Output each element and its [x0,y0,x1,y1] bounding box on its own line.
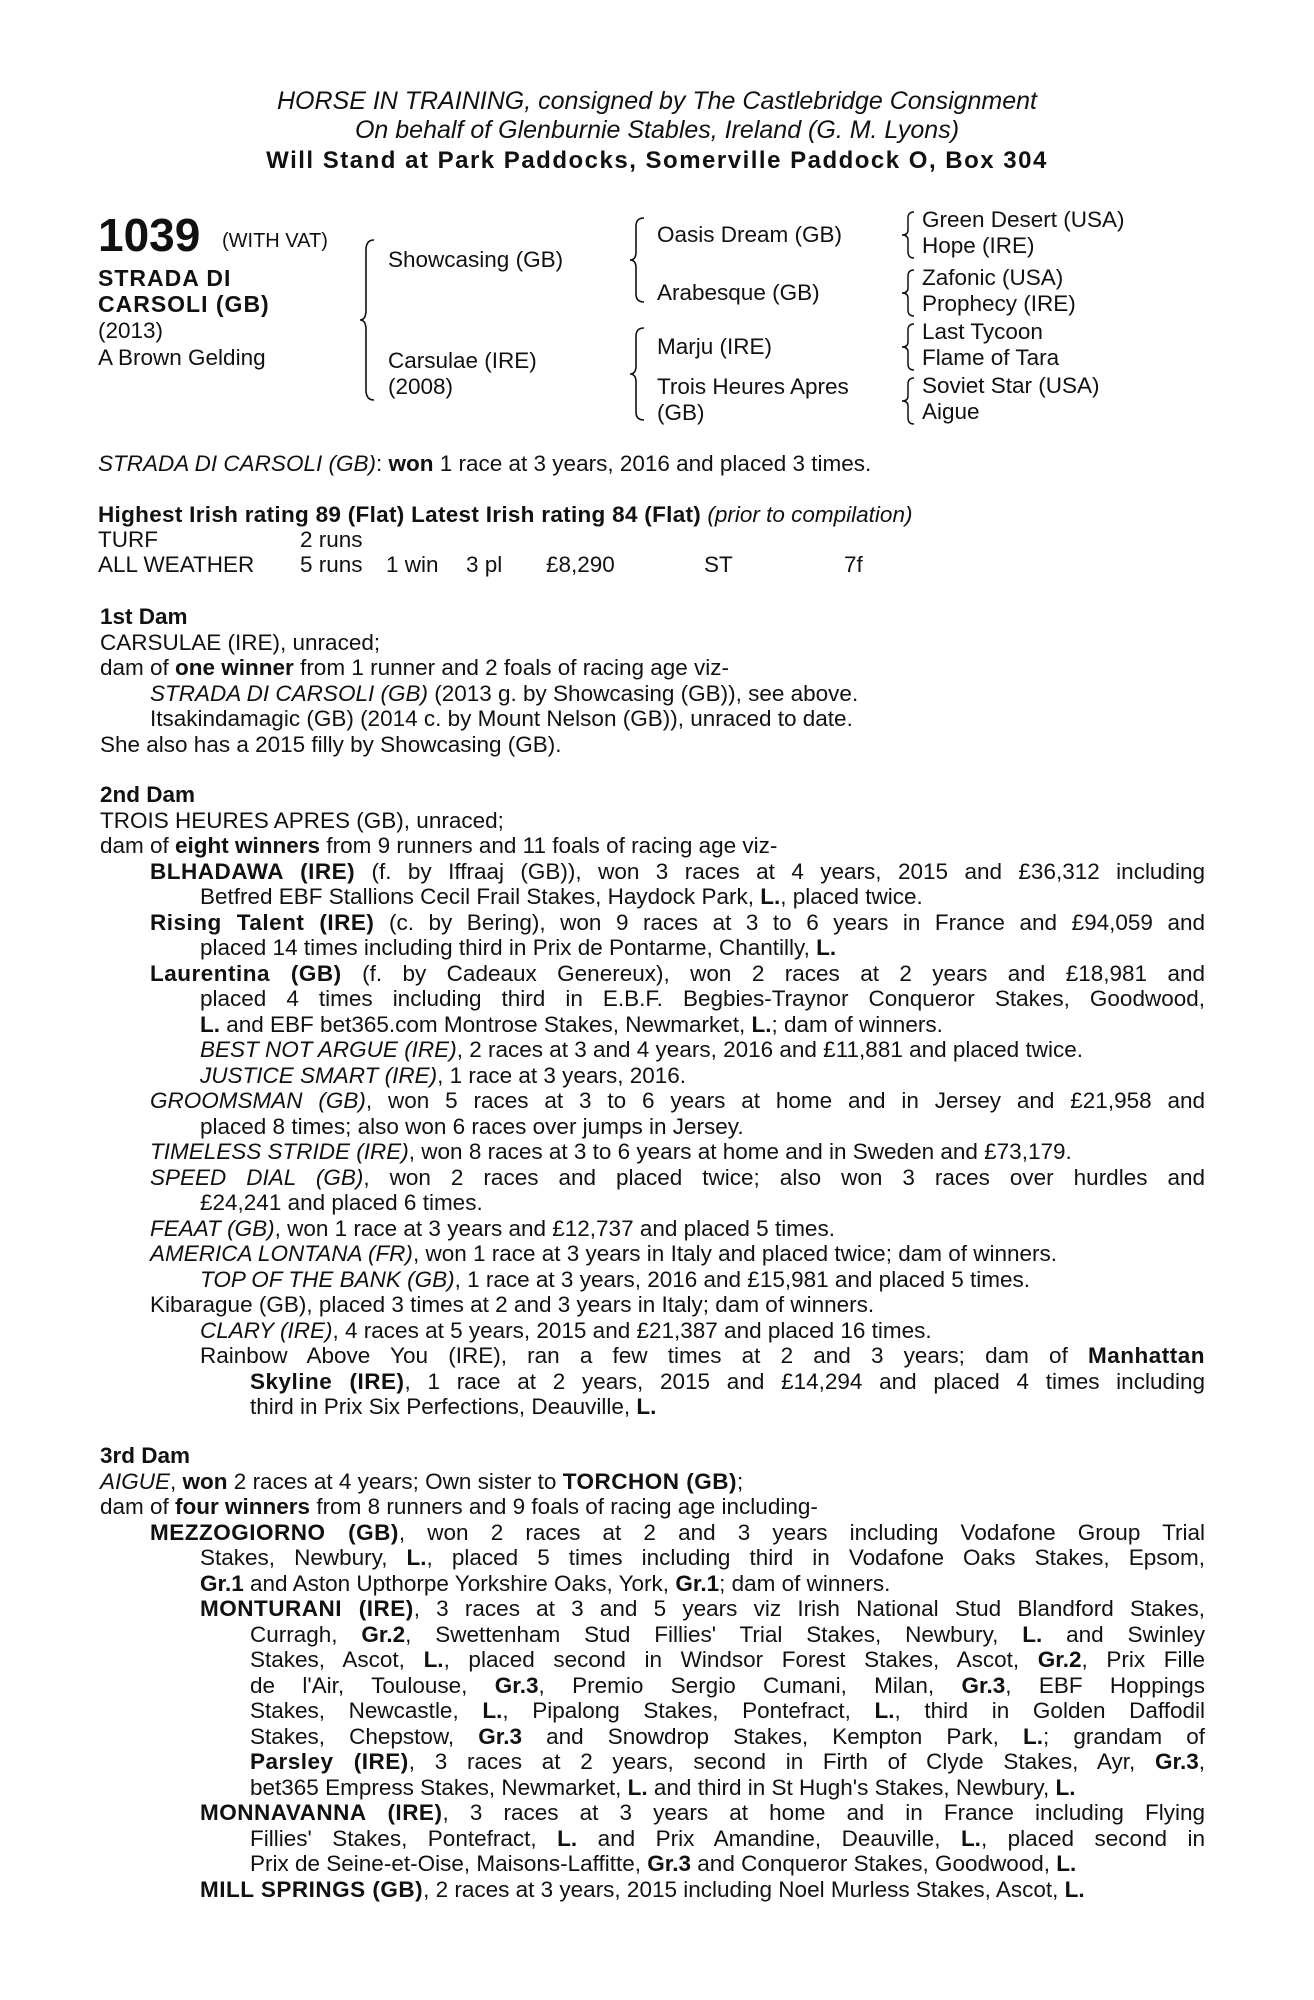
third-dam-heading: 3rd Dam [100,1443,191,1468]
kibarague-line: Kibarague (GB), placed 3 times at 2 and 3 years in Italy; dam of winners. [150,1292,875,1317]
pedigree-dam-dam-1: Trois Heures Apres [657,374,849,399]
aw-label: ALL WEATHER [98,552,255,577]
pedigree-dam-year: (2008) [388,374,454,399]
summary-line: STRADA DI CARSOLI (GB): won 1 race at 3 years, 2016 and placed 3 times. [98,451,872,476]
third-dam-line-1: AIGUE, won 2 races at 4 years; Own sister to TORCHON (GB); [100,1468,744,1494]
pedigree-sire-sire: Oasis Dream (GB) [657,222,843,247]
vat-note: (WITH VAT) [222,230,328,252]
first-dam-line-2: dam of one winner from 1 runner and 2 foals of racing age viz- [100,655,730,680]
pedigree-ddd: Aigue [922,399,980,424]
pedigree-brace-5 [902,268,918,318]
monturani-line-5: Stakes, Newcastle, L., Pipalong Stakes, Pontefract, L., third in Golden Daffodil [250,1698,1205,1723]
clary-line: CLARY (IRE), 4 races at 5 years, 2015 and £21,387 and placed 16 times. [200,1317,932,1343]
summary-rest: 1 race at 3 years, 2016 and placed 3 times. [433,451,872,476]
top-of-the-bank-line: TOP OF THE BANK (GB), 1 race at 3 years, 2016 and £15,981 and placed 5 times. [200,1266,1031,1292]
monturani-line-7: Parsley (IRE), 3 races at 2 years, second in Firth of Clyde Stakes, Ayr, Gr.3, [250,1749,1205,1774]
monnavanna-line-3: Prix de Seine-et-Oise, Maisons-Laffitte, Gr.3 and Conqueror Stakes, Goodwood, L. [250,1851,1077,1876]
monturani-line-8: bet365 Empress Stakes, Newmarket, L. and third in St Hugh's Stakes, Newbury, L. [250,1774,1076,1800]
summary-name: STRADA DI CARSOLI (GB) [98,451,376,476]
second-dam-heading: 2nd Dam [100,782,196,807]
turf-runs: 2 runs [300,527,363,552]
mezzogiorno-line-1: MEZZOGIORNO (GB), won 2 races at 2 and 3 years including Vodafone Group Trial [150,1519,1205,1545]
pedigree-sss: Green Desert (USA) [922,207,1125,232]
pedigree-brace-2 [630,218,650,302]
pedigree-dds: Soviet Star (USA) [922,373,1100,398]
second-dam-line-2: dam of eight winners from 9 runners and 11 foals of racing age viz- [100,833,778,858]
best-not-argue-line: BEST NOT ARGUE (IRE), 2 races at 3 and 4 years, 2016 and £11,881 and placed twice. [200,1037,1083,1062]
rising-talent-line-1: Rising Talent (IRE) (c. by Bering), won 9 races at 3 to 6 years in France and £94,059 and [150,909,1205,935]
rating-line [98,502,912,528]
pedigree-brace-7 [902,376,918,426]
pedigree-sire-dam: Arabesque (GB) [657,280,820,305]
monturani-line-4: de l'Air, Toulouse, Gr.3, Premio Sergio Cumani, Milan, Gr.3, EBF Hoppings [250,1672,1205,1698]
pedigree-brace-4 [902,210,918,260]
feaat-line: FEAAT (GB), won 1 race at 3 years and £12,737 and placed 5 times. [150,1215,835,1241]
pedigree-sds: Zafonic (USA) [922,265,1064,290]
header-line-1: HORSE IN TRAINING, consigned by The Castlebridge Consignment [276,87,1038,115]
rainbow-line-1: Rainbow Above You (IRE), ran a few times at 2 and 3 years; dam of Manhattan [200,1343,1205,1368]
pedigree-dam-dam-2: (GB) [657,400,705,425]
header-line-2: On behalf of Glenburnie Stables, Ireland (G. M. Lyons) [354,116,960,144]
pedigree-dsd: Flame of Tara [922,345,1060,370]
groomsman-line-2: placed 8 times; also won 6 races over jumps in Jersey. [200,1113,744,1139]
laurentina-line-2: placed 4 times including third in E.B.F. Begbies-Traynor Conqueror Stakes, Goodwood, [200,986,1205,1011]
first-dam-heading: 1st Dam [100,604,188,629]
america-lontana-line: AMERICA LONTANA (FR), won 1 race at 3 years in Italy and placed twice; dam of winners. [150,1241,1058,1266]
laurentina-line-1: Laurentina (GB) (f. by Cadeaux Genereux), won 2 races at 2 years and £18,981 and [150,960,1205,986]
aw-runs: 5 runs [300,552,363,577]
pedigree-ssd: Hope (IRE) [922,233,1035,258]
first-dam-line-1: CARSULAE (IRE), unraced; [100,629,381,655]
pedigree-sdd: Prophecy (IRE) [922,291,1076,316]
first-dam-section [100,604,1205,757]
laurentina-line-3: L. and EBF bet365.com Montrose Stakes, Newmarket, L.; dam of winners. [200,1011,943,1037]
pedigree-sire: Showcasing (GB) [388,247,564,272]
monturani-line-3: Stakes, Ascot, L., placed second in Windsor Forest Stakes, Ascot, Gr.2, Prix Fille [250,1647,1206,1672]
pedigree-brace-3 [630,328,650,420]
pedigree-brace-1 [360,240,380,400]
monnavanna-line-1: MONNAVANNA (IRE), 3 races at 3 years at home and in France including Flying [200,1800,1205,1825]
mill-springs-line: MILL SPRINGS (GB), 2 races at 3 years, 2015 including Noel Murless Stakes, Ascot, L. [200,1876,1085,1902]
speed-dial-line-2: £24,241 and placed 6 times. [200,1190,483,1215]
aw-win: 1 win [386,552,439,577]
aw-distance: 7f [844,552,863,577]
pedigree-dam-sire: Marju (IRE) [657,334,773,359]
justice-smart-line: JUSTICE SMART (IRE), 1 race at 3 years, 2016. [200,1062,687,1088]
pedigree-dam: Carsulae (IRE) [388,348,537,373]
aw-placed: 3 pl [466,552,503,577]
third-dam-line-2: dam of four winners from 8 runners and 9 foals of racing age including- [100,1494,818,1519]
rating-note: (prior to compilation) [707,502,913,527]
monturani-line-2: Curragh, Gr.2, Swettenham Stud Fillies' Trial Stakes, Newbury, L. and Swinley [250,1621,1205,1647]
second-dam-section [100,782,1205,1420]
first-dam-produce-1: STRADA DI CARSOLI (GB) (2013 g. by Showcasing (GB)), see above. [150,680,859,706]
rising-talent-line-2: placed 14 times including third in Prix de Pontarme, Chantilly, L. [200,935,837,960]
pedigree-brace-6 [902,322,918,372]
third-dam-section [100,1443,1205,1902]
horse-name-1: STRADA DI [98,265,232,291]
rainbow-line-3: third in Prix Six Perfections, Deauville, L. [250,1394,657,1419]
horse-description: A Brown Gelding [98,345,266,370]
monturani-line-1: MONTURANI (IRE), 3 races at 3 and 5 years viz Irish National Stud Blandford Stakes, [200,1596,1205,1621]
lot-number: 1039 [98,209,201,261]
turf-label: TURF [98,527,158,552]
rainbow-line-2: Skyline (IRE), 1 race at 2 years, 2015 and £14,294 and placed 4 times including [250,1368,1205,1394]
summary-won: won [388,451,434,476]
horse-name-2: CARSOLI (GB) [98,291,270,317]
rating-bold: Highest Irish rating 89 (Flat) Latest Irish rating 84 (Flat) [98,502,702,527]
horse-year: (2013) [98,318,164,343]
mezzogiorno-line-2: Stakes, Newbury, L., placed 5 times including third in Vodafone Oaks Stakes, Epsom, [200,1545,1206,1570]
aw-going: ST [704,552,733,577]
groomsman-line-1: GROOMSMAN (GB), won 5 races at 3 to 6 years at home and in Jersey and £21,958 and [150,1088,1206,1113]
blhadawa-line-1: BLHADAWA (IRE) (f. by Iffraaj (GB)), won 3 races at 4 years, 2015 and £36,312 including [150,858,1205,884]
first-dam-produce-2: Itsakindamagic (GB) (2014 c. by Mount Nelson (GB)), unraced to date. [150,706,853,731]
first-dam-line-5: She also has a 2015 filly by Showcasing (GB). [100,731,562,757]
blhadawa-line-2: Betfred EBF Stallions Cecil Frail Stakes, Haydock Park, L., placed twice. [200,884,923,909]
second-dam-line-1: TROIS HEURES APRES (GB), unraced; [100,807,504,833]
monturani-line-6: Stakes, Chepstow, Gr.3 and Snowdrop Stakes, Kempton Park, L.; grandam of [250,1723,1205,1749]
stand-location: Will Stand at Park Paddocks, Somerville Paddock O, Box 304 [266,147,1048,174]
speed-dial-line-1: SPEED DIAL (GB), won 2 races and placed twice; also won 3 races over hurdles and [150,1164,1205,1190]
monnavanna-line-2: Fillies' Stakes, Pontefract, L. and Prix Amandine, Deauville, L., placed second in [250,1825,1206,1851]
timeless-stride-line: TIMELESS STRIDE (IRE), won 8 races at 3 to 6 years at home and in Sweden and £73,179. [150,1139,1072,1164]
aw-money: £8,290 [546,552,615,577]
mezzogiorno-line-3: Gr.1 and Aston Upthorpe Yorkshire Oaks, York, Gr.1; dam of winners. [200,1570,891,1596]
pedigree-dss: Last Tycoon [922,319,1043,344]
